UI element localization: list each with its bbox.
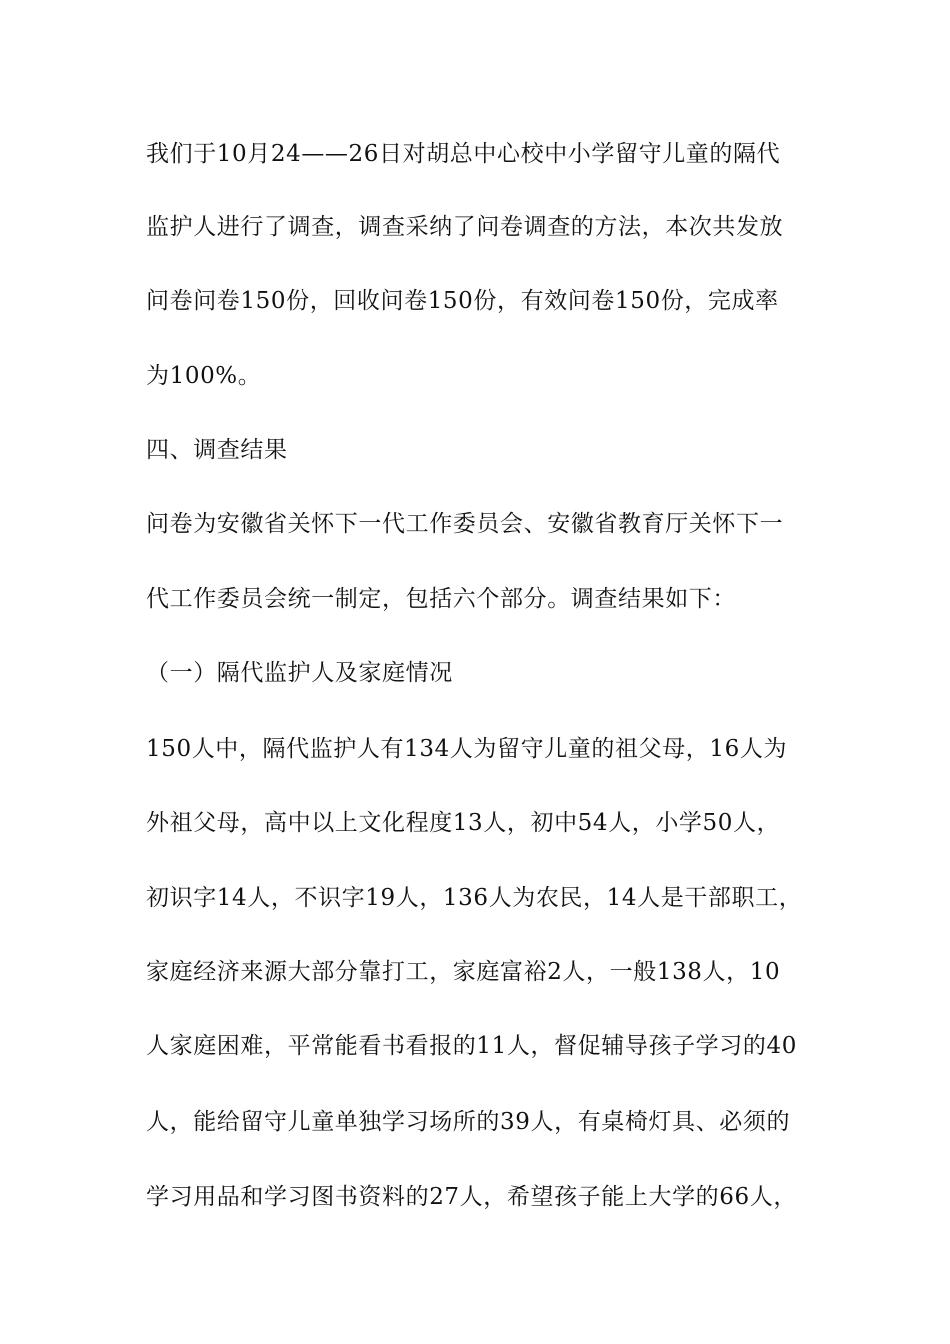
paragraph-line: 外祖父母，高中以上文化程度13人，初中54人，小学50人， <box>146 810 781 836</box>
paragraph-line: 人，能给留守儿童单独学习场所的39人，有桌椅灯具、必须的 <box>146 1109 791 1135</box>
paragraph-line: 问卷问卷150份，回收问卷150份，有效问卷150份，完成率 <box>146 288 779 314</box>
paragraph-line: 我们于10月24——26日对胡总中心校中小学留守儿童的隔代 <box>146 141 781 167</box>
paragraph-line: 为100%。 <box>146 363 262 389</box>
section-heading: 四、调查结果 <box>146 437 288 463</box>
paragraph-line: 初识字14人，不识字19人，136人为农民，14人是干部职工， <box>146 885 803 911</box>
paragraph-line: 学习用品和学习图书资料的27人，希望孩子能上大学的66人， <box>146 1184 797 1210</box>
paragraph-line: 150人中，隔代监护人有134人为留守儿童的祖父母，16人为 <box>146 736 788 762</box>
paragraph-line: 监护人进行了调查，调查采纳了问卷调查的方法，本次共发放 <box>146 214 784 240</box>
paragraph-line: 人家庭困难，平常能看书看报的11人，督促辅导孩子学习的40 <box>146 1033 797 1059</box>
subsection-heading: （一）隔代监护人及家庭情况 <box>146 660 453 686</box>
paragraph-line: 代工作委员会统一制定，包括六个部分。调查结果如下： <box>146 586 736 612</box>
paragraph-line: 家庭经济来源大部分靠打工，家庭富裕2人，一般138人，10 <box>146 959 781 985</box>
paragraph-line: 问卷为安徽省关怀下一代工作委员会、安徽省教育厅关怀下一 <box>146 511 784 537</box>
